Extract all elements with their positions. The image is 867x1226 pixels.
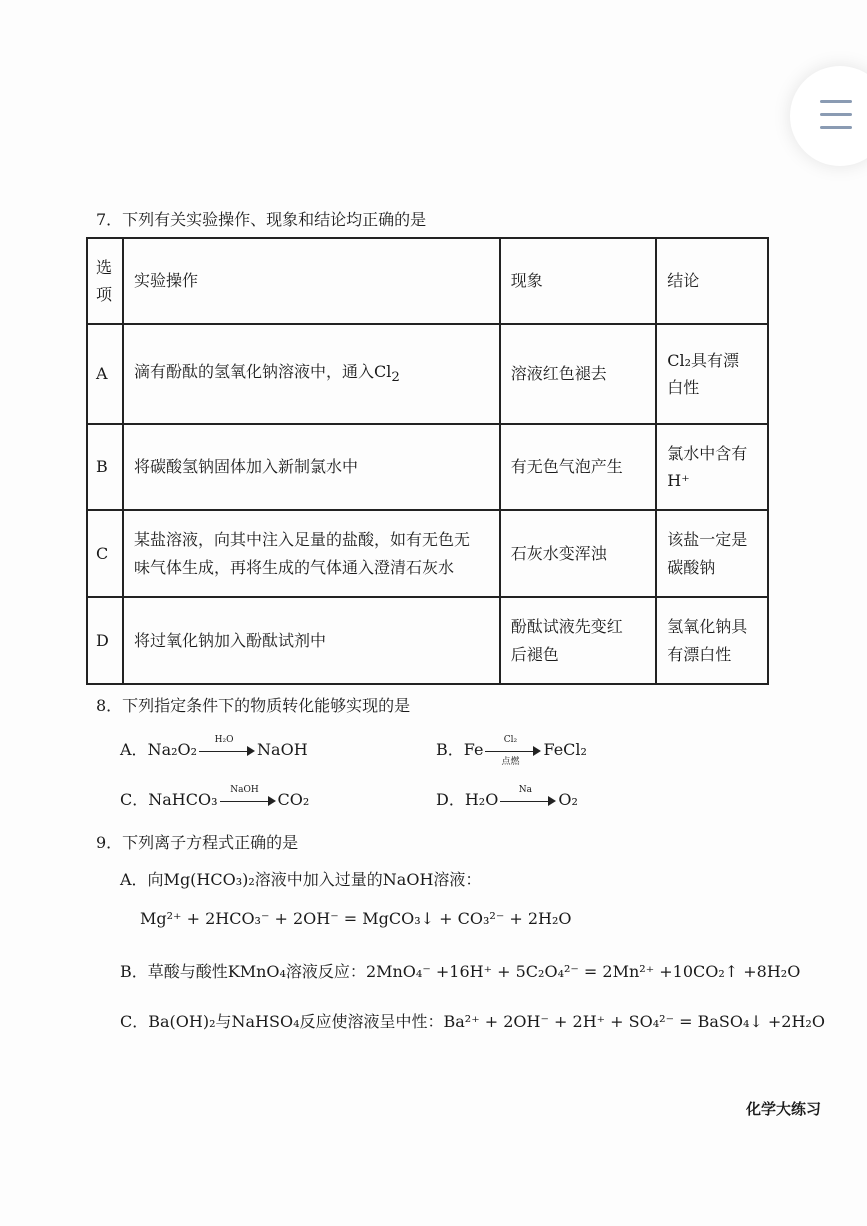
q9-option-b: B．草酸与酸性KMnO₄溶液反应：2MnO₄⁻ +16H⁺ + 5C₂O₄²⁻ = 2Mn²⁺ +10CO₂↑ +8H₂O: [120, 962, 801, 981]
table-header-row: [87, 238, 768, 324]
q8-option-b: B．Fe Cl₂ 点燃 FeCl₂: [436, 734, 587, 767]
reaction-arrow-icon: H₂O: [199, 745, 255, 757]
row-operation: 滴有酚酞的氢氧化钠溶液中，通入$Cl_2$: [123, 324, 500, 424]
header-operation: 实验操作: [123, 238, 500, 324]
table-row: [87, 510, 768, 597]
header-conclusion: 结论: [656, 238, 768, 324]
row-key: B: [87, 424, 123, 510]
row-phenomenon: 溶液红色褪去: [500, 324, 657, 424]
q9-option-a-equation: Mg²⁺ + 2HCO₃⁻ + 2OH⁻ = MgCO₃↓ + CO₃²⁻ + 2H₂O: [140, 909, 572, 928]
row-conclusion: 该盐一定是 碳酸钠: [656, 510, 768, 597]
table-row: [87, 597, 768, 684]
table-row: [87, 324, 768, 424]
row-key: A: [87, 324, 123, 424]
q9-option-b-equation: 2MnO₄⁻ +16H⁺ + 5C₂O₄²⁻ = 2Mn²⁺ +10CO₂↑ +8H₂O: [365, 962, 801, 981]
hamburger-icon: [820, 100, 852, 139]
reaction-arrow-icon: NaOH: [220, 795, 276, 807]
row-operation: 将碳酸氢钠固体加入新制氯水中: [123, 424, 500, 510]
q9-option-c: C．Ba(OH)₂与NaHSO₄反应使溶液呈中性：Ba²⁺ + 2OH⁻ + 2H⁺ + SO₄²⁻ = BaSO₄↓ +2H₂O: [120, 1012, 825, 1031]
question-9-title: 9．下列离子方程式正确的是: [96, 833, 299, 852]
row-operation: 某盐溶液，向其中注入足量的盐酸，如有无色无 味气体生成，再将生成的气体通入澄清石灰水: [123, 510, 500, 597]
q9-option-a-text: A．向Mg(HCO₃)₂溶液中加入过量的NaOH溶液：: [120, 870, 482, 889]
row-conclusion: Cl₂具有漂 白性: [656, 324, 768, 424]
page-footer: 化学大练习: [746, 1100, 822, 1118]
q9-option-c-equation: Ba²⁺ + 2OH⁻ + 2H⁺ + SO₄²⁻ = BaSO₄↓ +2H₂O: [443, 1012, 825, 1031]
q8-option-d: D．H₂O Na O₂: [436, 784, 578, 809]
reaction-arrow-icon: Cl₂ 点燃: [485, 745, 541, 757]
table-row: [87, 424, 768, 510]
row-phenomenon: 有无色气泡产生: [500, 424, 657, 510]
experiment-table: [86, 237, 769, 685]
row-phenomenon: 石灰水变浑浊: [500, 510, 657, 597]
question-8-title: 8．下列指定条件下的物质转化能够实现的是: [96, 696, 411, 715]
q8-option-a: A．Na₂O₂ H₂O NaOH: [120, 734, 308, 759]
header-phenomenon: 现象: [500, 238, 657, 324]
row-phenomenon: 酚酞试液先变红 后褪色: [500, 597, 657, 684]
row-conclusion: 氢氧化钠具 有漂白性: [656, 597, 768, 684]
row-key: C: [87, 510, 123, 597]
row-key: D: [87, 597, 123, 684]
q8-option-c: C．NaHCO₃ NaOH CO₂: [120, 784, 310, 809]
reaction-arrow-icon: Na: [500, 795, 556, 807]
question-7-title: 7．下列有关实验操作、现象和结论均正确的是: [96, 210, 427, 229]
row-operation: 将过氧化钠加入酚酞试剂中: [123, 597, 500, 684]
row-conclusion: 氯水中含有 H⁺: [656, 424, 768, 510]
header-key: 选 项: [87, 238, 123, 324]
menu-button[interactable]: [790, 66, 867, 166]
